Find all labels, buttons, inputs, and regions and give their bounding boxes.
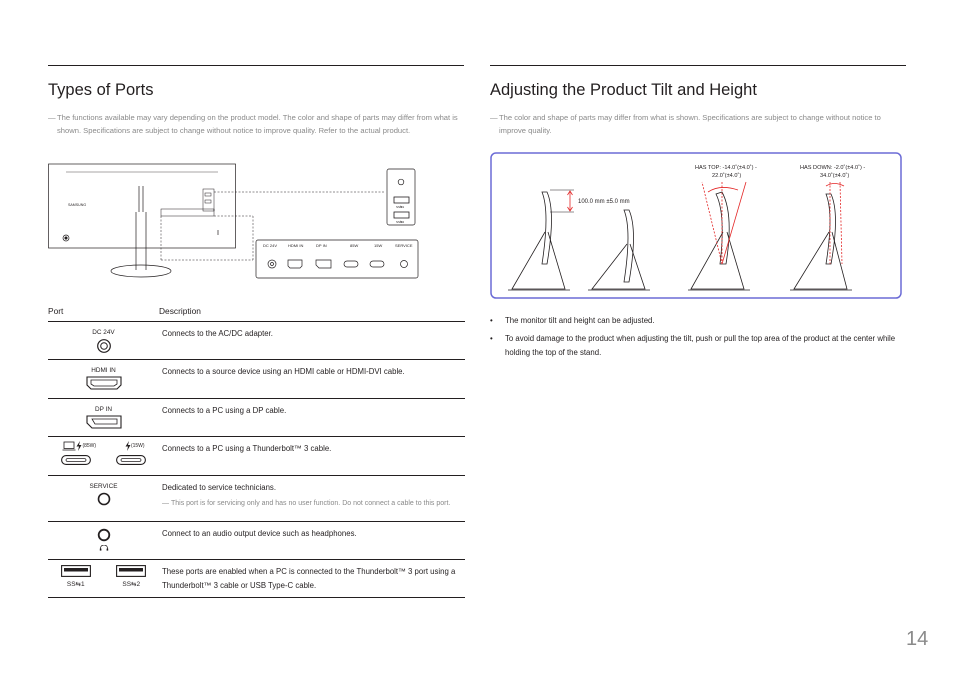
stand-base: [111, 265, 171, 277]
note-dash: ―: [490, 113, 498, 122]
service-desc: Dedicated to service technicians.: [162, 483, 276, 492]
strip-label-dc: DC 24V: [263, 243, 278, 248]
service-label: SERVICE: [89, 483, 118, 490]
brand-logo: SAMSUNG: [68, 203, 87, 207]
table-row: [48, 322, 465, 360]
left-top-rule: [48, 65, 464, 66]
laptop-icon: [62, 441, 76, 451]
tilt-note-text: The color and shape of parts may differ from what is shown. Specifications are subject to change without notice to improve quality.: [499, 113, 881, 135]
ports-note-text: The functions available may vary depending on the product model. The color and shape of parts may differ from what is shown. Specifications are subject to change without notice to improve quality. Refer to the actual product.: [57, 113, 458, 135]
col-description: Description: [159, 306, 465, 322]
audio-jack-icon: [398, 179, 404, 185]
thunderbolt-port-1-icon: [61, 455, 91, 465]
audio-port-icon: [97, 528, 111, 542]
strip-label-service: SERVICE: [395, 243, 413, 248]
dc-jack-icon: [268, 260, 276, 268]
usb-desc: These ports are enabled when a PC is connected to the Thunderbolt™ 3 port using a Thunderbolt™ 3 cable or USB Type-C cable.: [159, 560, 465, 598]
usb-port-2-icon: [116, 565, 146, 577]
tilt-down-label-line2: 34.0˚(±4.0˚): [820, 173, 850, 179]
audio-desc: Connect to an audio output device such as headphones.: [159, 522, 465, 560]
tb-port-1-icon: [344, 261, 358, 267]
usb-label-1: SS⇆1: [66, 581, 85, 588]
usb-label-1: SS⇆1: [396, 205, 405, 209]
ports-figure: [48, 160, 428, 285]
tilt-note: [490, 111, 899, 137]
dp-port-icon: [86, 415, 122, 429]
tilt-top-label-line2: 22.0˚(±4.0˚): [712, 173, 742, 179]
tb-15w-label: (15W): [125, 441, 145, 451]
strip-label-dp: DP IN: [316, 243, 327, 248]
note-dash: ―: [48, 113, 56, 122]
hdmi-port-icon: [288, 260, 302, 268]
tb-85w-label: (85W): [62, 441, 96, 451]
hdmi-in-label: HDMI IN: [91, 367, 116, 374]
list-item: • To avoid damage to the product when adjusting the tilt, push or pull the top area of the product at the center while holding the top of the stand.: [490, 334, 896, 357]
dp-port-icon: [316, 260, 331, 268]
table-header: [48, 306, 465, 322]
usb-label-2: SS⇆2: [122, 581, 141, 588]
headphones-icon: [99, 545, 109, 551]
usb-port-1: [394, 197, 409, 203]
dc-24v-desc: Connects to the AC/DC adapter.: [159, 322, 465, 360]
table-row: [48, 560, 465, 598]
tilt-down-label-line1: HAS DOWN: -2.0˚(±4.0˚) -: [800, 165, 866, 171]
hdmi-in-desc: Connects to a source device using an HDMI cable or HDMI-DVI cable.: [159, 360, 465, 399]
table-row: [48, 399, 465, 437]
strip-label-15w: 15W: [374, 243, 383, 248]
usb-port-2: [394, 212, 409, 218]
dc-24v-label: DC 24V: [92, 329, 115, 336]
ports-table: [48, 306, 465, 598]
dp-in-desc: Connects to a PC using a DP cable.: [159, 399, 465, 437]
col-port: Port: [48, 306, 159, 322]
strip-label-hdmi: HDMI IN: [288, 243, 304, 248]
service-note: ― This port is for servicing only and has no user function. Do not connect a cable to this port.: [162, 500, 451, 507]
table-row: [48, 360, 465, 399]
thunderbolt-desc: Connects to a PC using a Thunderbolt™ 3 cable.: [159, 437, 465, 476]
port-strip-callout: [256, 240, 418, 278]
types-of-ports-title: Types of Ports: [48, 81, 154, 99]
hdmi-port-icon: [86, 376, 122, 390]
dc-jack-icon: [96, 338, 112, 354]
thunderbolt-port-2-icon: [116, 455, 146, 465]
dp-in-label: DP IN: [95, 406, 112, 413]
tb-port-2-icon: [370, 261, 384, 267]
service-port-icon: [97, 492, 111, 506]
tilt-height-title: Adjusting the Product Tilt and Height: [490, 81, 757, 99]
tilt-height-figure: [490, 152, 902, 300]
list-item: • The monitor tilt and height can be adjusted.: [490, 316, 655, 325]
right-top-rule: [490, 65, 906, 66]
height-label: 100.0 mm ±5.0 mm: [578, 199, 630, 205]
usb-label-2: SS⇆2: [396, 220, 405, 224]
ports-note: [48, 111, 462, 137]
page-number: 14: [906, 628, 929, 650]
table-row: [48, 522, 465, 560]
table-row: [48, 476, 465, 522]
tilt-top-label-line1: HAS TOP: -14.0˚(±4.0˚) -: [695, 165, 757, 171]
usb-port-1-icon: [61, 565, 91, 577]
service-port-icon: [401, 261, 408, 268]
strip-label-85w: 85W: [350, 243, 359, 248]
table-row: [48, 437, 465, 476]
tilt-bullets: [490, 314, 906, 364]
